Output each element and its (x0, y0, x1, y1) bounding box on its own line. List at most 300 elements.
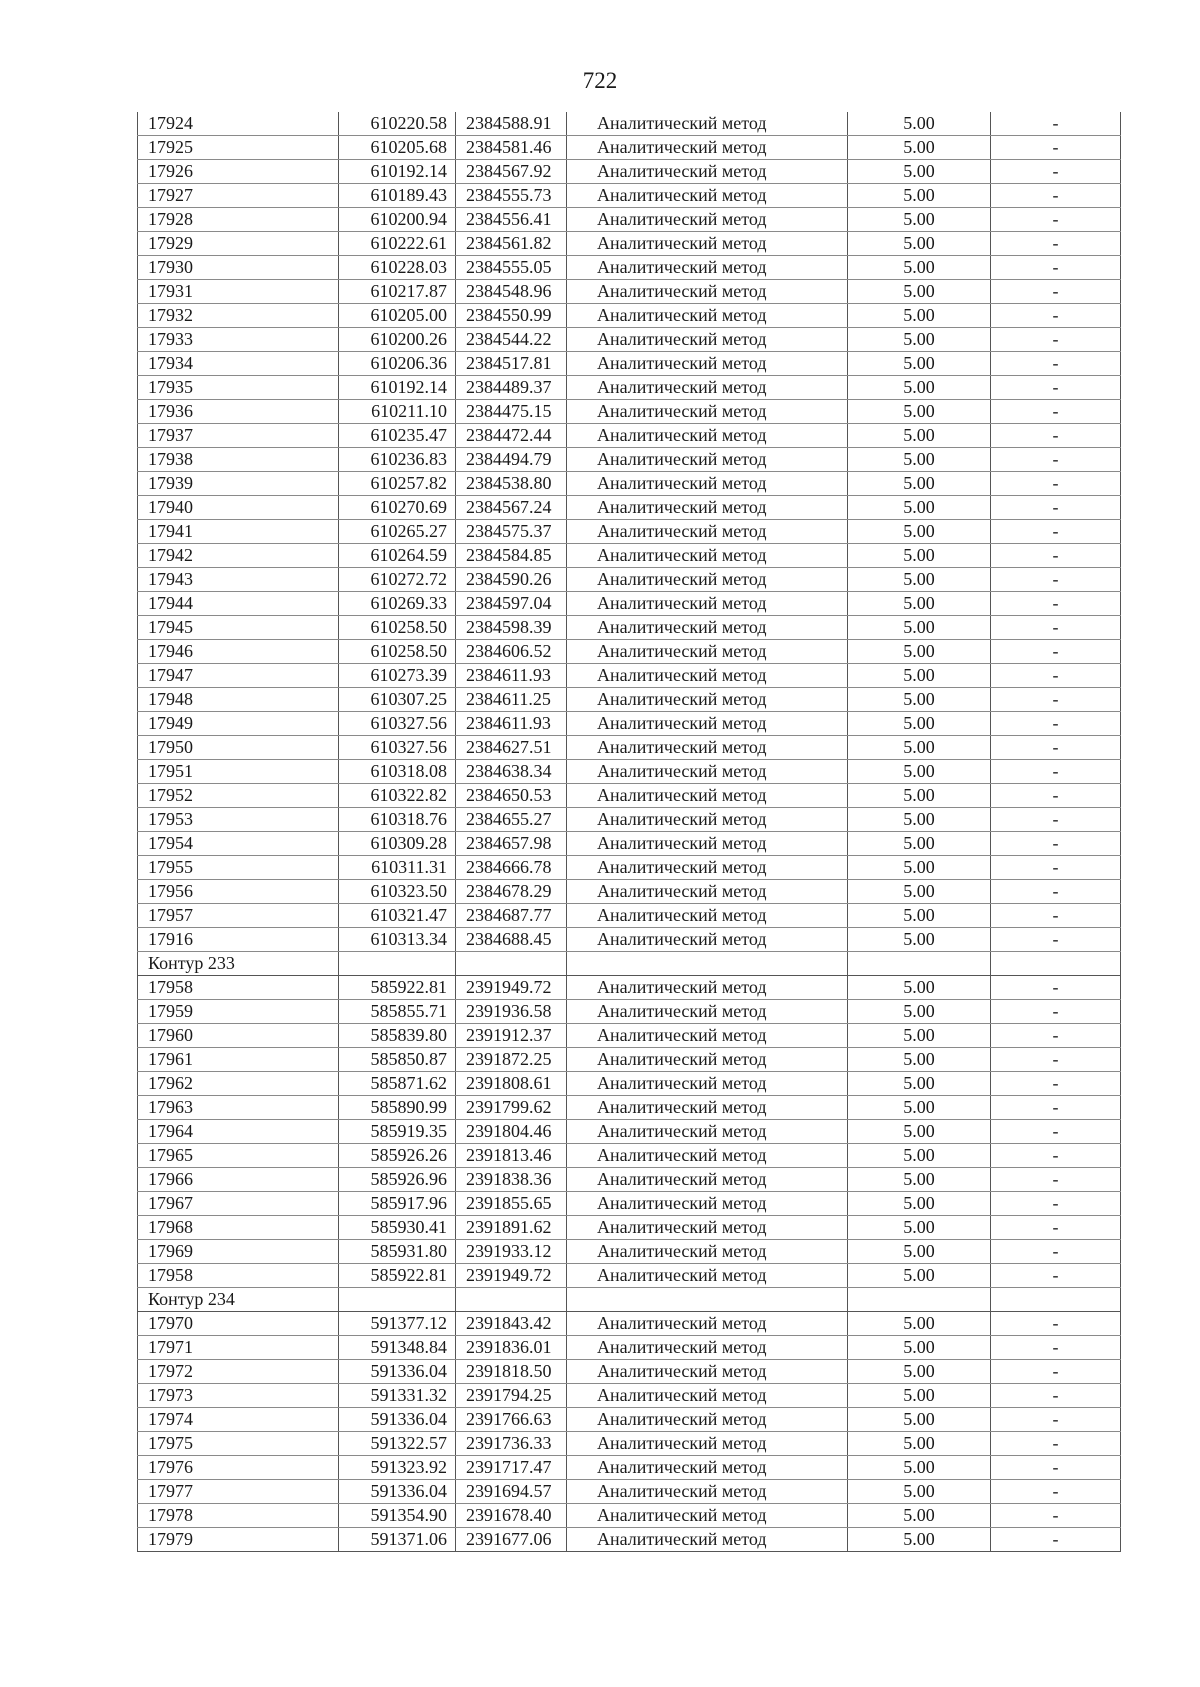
note-cell: - (991, 1216, 1121, 1240)
empty-cell (991, 1288, 1121, 1312)
note-cell: - (991, 208, 1121, 232)
method-cell: Аналитический метод (567, 856, 848, 880)
table-row (138, 1000, 1121, 1024)
method-cell: Аналитический метод (567, 1408, 848, 1432)
y-coordinate-cell: 2391912.37 (456, 1024, 567, 1048)
point-id-cell: 17932 (138, 304, 339, 328)
point-id-cell: 17926 (138, 160, 339, 184)
note-cell: - (991, 880, 1121, 904)
table-row (138, 616, 1121, 640)
x-coordinate-cell: 585890.99 (339, 1096, 456, 1120)
x-coordinate-cell: 610220.58 (339, 112, 456, 136)
x-coordinate-cell: 610211.10 (339, 400, 456, 424)
table-row (138, 1120, 1121, 1144)
method-cell: Аналитический метод (567, 880, 848, 904)
table-row (138, 568, 1121, 592)
x-coordinate-cell: 610313.34 (339, 928, 456, 952)
accuracy-cell: 5.00 (848, 688, 991, 712)
y-coordinate-cell: 2391949.72 (456, 1264, 567, 1288)
point-id-cell: 17943 (138, 568, 339, 592)
point-id-cell: 17952 (138, 784, 339, 808)
method-cell: Аналитический метод (567, 760, 848, 784)
y-coordinate-cell: 2384687.77 (456, 904, 567, 928)
table-row (138, 1192, 1121, 1216)
y-coordinate-cell: 2384606.52 (456, 640, 567, 664)
method-cell: Аналитический метод (567, 184, 848, 208)
y-coordinate-cell: 2384548.96 (456, 280, 567, 304)
y-coordinate-cell: 2384567.92 (456, 160, 567, 184)
table-row (138, 976, 1121, 1000)
table-row (138, 1264, 1121, 1288)
accuracy-cell: 5.00 (848, 352, 991, 376)
y-coordinate-cell: 2391949.72 (456, 976, 567, 1000)
point-id-cell: 17969 (138, 1240, 339, 1264)
empty-cell (991, 952, 1121, 976)
accuracy-cell: 5.00 (848, 136, 991, 160)
method-cell: Аналитический метод (567, 1336, 848, 1360)
accuracy-cell: 5.00 (848, 1024, 991, 1048)
table-row (138, 376, 1121, 400)
table-row (138, 448, 1121, 472)
y-coordinate-cell: 2384611.93 (456, 664, 567, 688)
x-coordinate-cell: 610235.47 (339, 424, 456, 448)
method-cell: Аналитический метод (567, 112, 848, 136)
note-cell: - (991, 1504, 1121, 1528)
point-id-cell: 17928 (138, 208, 339, 232)
accuracy-cell: 5.00 (848, 1216, 991, 1240)
accuracy-cell: 5.00 (848, 1168, 991, 1192)
point-id-cell: 17940 (138, 496, 339, 520)
note-cell: - (991, 184, 1121, 208)
accuracy-cell: 5.00 (848, 1120, 991, 1144)
accuracy-cell: 5.00 (848, 784, 991, 808)
note-cell: - (991, 112, 1121, 136)
x-coordinate-cell: 585931.80 (339, 1240, 456, 1264)
method-cell: Аналитический метод (567, 1192, 848, 1216)
table-row (138, 328, 1121, 352)
y-coordinate-cell: 2384575.37 (456, 520, 567, 544)
method-cell: Аналитический метод (567, 280, 848, 304)
accuracy-cell: 5.00 (848, 760, 991, 784)
point-id-cell: 17974 (138, 1408, 339, 1432)
table-row (138, 1456, 1121, 1480)
table-row (138, 544, 1121, 568)
y-coordinate-cell: 2391717.47 (456, 1456, 567, 1480)
note-cell: - (991, 424, 1121, 448)
x-coordinate-cell: 585855.71 (339, 1000, 456, 1024)
note-cell: - (991, 976, 1121, 1000)
accuracy-cell: 5.00 (848, 1000, 991, 1024)
point-id-cell: 17965 (138, 1144, 339, 1168)
y-coordinate-cell: 2384544.22 (456, 328, 567, 352)
method-cell: Аналитический метод (567, 784, 848, 808)
y-coordinate-cell: 2384538.80 (456, 472, 567, 496)
note-cell: - (991, 1360, 1121, 1384)
x-coordinate-cell: 591348.84 (339, 1336, 456, 1360)
table-row (138, 1096, 1121, 1120)
table-row (138, 1360, 1121, 1384)
method-cell: Аналитический метод (567, 496, 848, 520)
empty-cell (567, 1288, 848, 1312)
method-cell: Аналитический метод (567, 520, 848, 544)
accuracy-cell: 5.00 (848, 1096, 991, 1120)
point-id-cell: 17935 (138, 376, 339, 400)
x-coordinate-cell: 591336.04 (339, 1480, 456, 1504)
point-id-cell: 17977 (138, 1480, 339, 1504)
y-coordinate-cell: 2391843.42 (456, 1312, 567, 1336)
x-coordinate-cell: 591371.06 (339, 1528, 456, 1552)
note-cell: - (991, 448, 1121, 472)
empty-cell (456, 952, 567, 976)
y-coordinate-cell: 2391794.25 (456, 1384, 567, 1408)
y-coordinate-cell: 2384655.27 (456, 808, 567, 832)
point-id-cell: 17970 (138, 1312, 339, 1336)
note-cell: - (991, 1528, 1121, 1552)
note-cell: - (991, 1144, 1121, 1168)
point-id-cell: 17955 (138, 856, 339, 880)
y-coordinate-cell: 2391872.25 (456, 1048, 567, 1072)
y-coordinate-cell: 2384598.39 (456, 616, 567, 640)
point-id-cell: 17933 (138, 328, 339, 352)
accuracy-cell: 5.00 (848, 520, 991, 544)
point-id-cell: 17945 (138, 616, 339, 640)
point-id-cell: 17959 (138, 1000, 339, 1024)
method-cell: Аналитический метод (567, 616, 848, 640)
note-cell: - (991, 160, 1121, 184)
x-coordinate-cell: 591354.90 (339, 1504, 456, 1528)
method-cell: Аналитический метод (567, 1480, 848, 1504)
point-id-cell: 17930 (138, 256, 339, 280)
note-cell: - (991, 640, 1121, 664)
note-cell: - (991, 472, 1121, 496)
accuracy-cell: 5.00 (848, 376, 991, 400)
x-coordinate-cell: 610327.56 (339, 736, 456, 760)
point-id-cell: 17967 (138, 1192, 339, 1216)
accuracy-cell: 5.00 (848, 640, 991, 664)
accuracy-cell: 5.00 (848, 1456, 991, 1480)
method-cell: Аналитический метод (567, 736, 848, 760)
method-cell: Аналитический метод (567, 712, 848, 736)
table-row (138, 928, 1121, 952)
accuracy-cell: 5.00 (848, 256, 991, 280)
accuracy-cell: 5.00 (848, 592, 991, 616)
accuracy-cell: 5.00 (848, 808, 991, 832)
method-cell: Аналитический метод (567, 1216, 848, 1240)
y-coordinate-cell: 2384475.15 (456, 400, 567, 424)
table-row (138, 904, 1121, 928)
accuracy-cell: 5.00 (848, 904, 991, 928)
y-coordinate-cell: 2391813.46 (456, 1144, 567, 1168)
table-row (138, 664, 1121, 688)
accuracy-cell: 5.00 (848, 1408, 991, 1432)
note-cell: - (991, 232, 1121, 256)
note-cell: - (991, 760, 1121, 784)
y-coordinate-cell: 2391736.33 (456, 1432, 567, 1456)
accuracy-cell: 5.00 (848, 832, 991, 856)
table-row (138, 136, 1121, 160)
y-coordinate-cell: 2384494.79 (456, 448, 567, 472)
table-row (138, 112, 1121, 136)
method-cell: Аналитический метод (567, 544, 848, 568)
note-cell: - (991, 592, 1121, 616)
table-row (138, 1384, 1121, 1408)
table-row (138, 424, 1121, 448)
table-row (138, 880, 1121, 904)
note-cell: - (991, 1480, 1121, 1504)
method-cell: Аналитический метод (567, 424, 848, 448)
x-coordinate-cell: 610228.03 (339, 256, 456, 280)
table-row (138, 1168, 1121, 1192)
empty-cell (567, 952, 848, 976)
method-cell: Аналитический метод (567, 904, 848, 928)
table-row (138, 760, 1121, 784)
contour-header-row (138, 952, 1121, 976)
x-coordinate-cell: 610311.31 (339, 856, 456, 880)
method-cell: Аналитический метод (567, 400, 848, 424)
note-cell: - (991, 352, 1121, 376)
empty-cell (339, 1288, 456, 1312)
y-coordinate-cell: 2384561.82 (456, 232, 567, 256)
x-coordinate-cell: 610270.69 (339, 496, 456, 520)
method-cell: Аналитический метод (567, 1432, 848, 1456)
contour-header-row (138, 1288, 1121, 1312)
accuracy-cell: 5.00 (848, 544, 991, 568)
x-coordinate-cell: 610307.25 (339, 688, 456, 712)
method-cell: Аналитический метод (567, 208, 848, 232)
y-coordinate-cell: 2384611.93 (456, 712, 567, 736)
note-cell: - (991, 928, 1121, 952)
empty-cell (456, 1288, 567, 1312)
table-row (138, 304, 1121, 328)
x-coordinate-cell: 610318.76 (339, 808, 456, 832)
point-id-cell: 17971 (138, 1336, 339, 1360)
table-row (138, 784, 1121, 808)
note-cell: - (991, 496, 1121, 520)
table-row (138, 1048, 1121, 1072)
note-cell: - (991, 1408, 1121, 1432)
page-number: 722 (582, 68, 618, 93)
y-coordinate-cell: 2391891.62 (456, 1216, 567, 1240)
accuracy-cell: 5.00 (848, 304, 991, 328)
table-row (138, 280, 1121, 304)
x-coordinate-cell: 610321.47 (339, 904, 456, 928)
y-coordinate-cell: 2384555.05 (456, 256, 567, 280)
accuracy-cell: 5.00 (848, 856, 991, 880)
point-id-cell: 17942 (138, 544, 339, 568)
x-coordinate-cell: 610322.82 (339, 784, 456, 808)
table-row (138, 1240, 1121, 1264)
accuracy-cell: 5.00 (848, 1240, 991, 1264)
method-cell: Аналитический метод (567, 1528, 848, 1552)
x-coordinate-cell: 610327.56 (339, 712, 456, 736)
method-cell: Аналитический метод (567, 1072, 848, 1096)
x-coordinate-cell: 610264.59 (339, 544, 456, 568)
point-id-cell: 17956 (138, 880, 339, 904)
accuracy-cell: 5.00 (848, 1504, 991, 1528)
x-coordinate-cell: 610222.61 (339, 232, 456, 256)
note-cell: - (991, 544, 1121, 568)
method-cell: Аналитический метод (567, 928, 848, 952)
x-coordinate-cell: 610205.68 (339, 136, 456, 160)
note-cell: - (991, 664, 1121, 688)
table-row (138, 1480, 1121, 1504)
method-cell: Аналитический метод (567, 136, 848, 160)
table-row (138, 1336, 1121, 1360)
method-cell: Аналитический метод (567, 976, 848, 1000)
table-row (138, 1312, 1121, 1336)
table-row (138, 1432, 1121, 1456)
y-coordinate-cell: 2391678.40 (456, 1504, 567, 1528)
table-row (138, 1144, 1121, 1168)
point-id-cell: 17963 (138, 1096, 339, 1120)
note-cell: - (991, 736, 1121, 760)
method-cell: Аналитический метод (567, 1504, 848, 1528)
y-coordinate-cell: 2384581.46 (456, 136, 567, 160)
note-cell: - (991, 304, 1121, 328)
x-coordinate-cell: 610205.00 (339, 304, 456, 328)
x-coordinate-cell: 610200.94 (339, 208, 456, 232)
x-coordinate-cell: 585871.62 (339, 1072, 456, 1096)
table-row (138, 1408, 1121, 1432)
method-cell: Аналитический метод (567, 1048, 848, 1072)
note-cell: - (991, 1072, 1121, 1096)
point-id-cell: 17925 (138, 136, 339, 160)
y-coordinate-cell: 2391766.63 (456, 1408, 567, 1432)
method-cell: Аналитический метод (567, 1240, 848, 1264)
accuracy-cell: 5.00 (848, 1360, 991, 1384)
x-coordinate-cell: 591336.04 (339, 1360, 456, 1384)
point-id-cell: 17947 (138, 664, 339, 688)
method-cell: Аналитический метод (567, 1264, 848, 1288)
point-id-cell: 17941 (138, 520, 339, 544)
table-row (138, 808, 1121, 832)
table-row (138, 1216, 1121, 1240)
y-coordinate-cell: 2384588.91 (456, 112, 567, 136)
x-coordinate-cell: 585926.96 (339, 1168, 456, 1192)
coordinates-table-body (138, 112, 1121, 1552)
accuracy-cell: 5.00 (848, 736, 991, 760)
accuracy-cell: 5.00 (848, 1264, 991, 1288)
method-cell: Аналитический метод (567, 256, 848, 280)
x-coordinate-cell: 591323.92 (339, 1456, 456, 1480)
point-id-cell: 17916 (138, 928, 339, 952)
point-id-cell: 17957 (138, 904, 339, 928)
y-coordinate-cell: 2384657.98 (456, 832, 567, 856)
point-id-cell: 17979 (138, 1528, 339, 1552)
x-coordinate-cell: 610200.26 (339, 328, 456, 352)
empty-cell (848, 952, 991, 976)
table-row (138, 688, 1121, 712)
accuracy-cell: 5.00 (848, 448, 991, 472)
x-coordinate-cell: 610192.14 (339, 160, 456, 184)
method-cell: Аналитический метод (567, 1120, 848, 1144)
table-row (138, 160, 1121, 184)
point-id-cell: 17936 (138, 400, 339, 424)
y-coordinate-cell: 2391694.57 (456, 1480, 567, 1504)
y-coordinate-cell: 2384638.34 (456, 760, 567, 784)
x-coordinate-cell: 585919.35 (339, 1120, 456, 1144)
method-cell: Аналитический метод (567, 448, 848, 472)
note-cell: - (991, 1432, 1121, 1456)
table-row (138, 1528, 1121, 1552)
note-cell: - (991, 520, 1121, 544)
contour-label: Контур 234 (138, 1288, 339, 1312)
x-coordinate-cell: 585926.26 (339, 1144, 456, 1168)
y-coordinate-cell: 2384567.24 (456, 496, 567, 520)
point-id-cell: 17975 (138, 1432, 339, 1456)
note-cell: - (991, 784, 1121, 808)
method-cell: Аналитический метод (567, 352, 848, 376)
accuracy-cell: 5.00 (848, 280, 991, 304)
accuracy-cell: 5.00 (848, 1312, 991, 1336)
point-id-cell: 17976 (138, 1456, 339, 1480)
x-coordinate-cell: 610273.39 (339, 664, 456, 688)
point-id-cell: 17973 (138, 1384, 339, 1408)
y-coordinate-cell: 2384489.37 (456, 376, 567, 400)
y-coordinate-cell: 2384627.51 (456, 736, 567, 760)
y-coordinate-cell: 2384517.81 (456, 352, 567, 376)
method-cell: Аналитический метод (567, 472, 848, 496)
method-cell: Аналитический метод (567, 376, 848, 400)
method-cell: Аналитический метод (567, 1168, 848, 1192)
method-cell: Аналитический метод (567, 640, 848, 664)
point-id-cell: 17944 (138, 592, 339, 616)
accuracy-cell: 5.00 (848, 1072, 991, 1096)
method-cell: Аналитический метод (567, 1096, 848, 1120)
y-coordinate-cell: 2384597.04 (456, 592, 567, 616)
y-coordinate-cell: 2384666.78 (456, 856, 567, 880)
y-coordinate-cell: 2391933.12 (456, 1240, 567, 1264)
table-row (138, 856, 1121, 880)
note-cell: - (991, 1096, 1121, 1120)
method-cell: Аналитический метод (567, 664, 848, 688)
x-coordinate-cell: 585922.81 (339, 1264, 456, 1288)
note-cell: - (991, 400, 1121, 424)
accuracy-cell: 5.00 (848, 1384, 991, 1408)
method-cell: Аналитический метод (567, 1312, 848, 1336)
note-cell: - (991, 904, 1121, 928)
method-cell: Аналитический метод (567, 328, 848, 352)
accuracy-cell: 5.00 (848, 976, 991, 1000)
x-coordinate-cell: 591322.57 (339, 1432, 456, 1456)
table-row (138, 1024, 1121, 1048)
note-cell: - (991, 568, 1121, 592)
point-id-cell: 17962 (138, 1072, 339, 1096)
x-coordinate-cell: 610258.50 (339, 640, 456, 664)
table-row (138, 832, 1121, 856)
note-cell: - (991, 1264, 1121, 1288)
point-id-cell: 17968 (138, 1216, 339, 1240)
coordinates-table (137, 112, 1121, 1552)
table-row (138, 712, 1121, 736)
accuracy-cell: 5.00 (848, 328, 991, 352)
method-cell: Аналитический метод (567, 1384, 848, 1408)
y-coordinate-cell: 2384584.85 (456, 544, 567, 568)
note-cell: - (991, 1000, 1121, 1024)
accuracy-cell: 5.00 (848, 184, 991, 208)
x-coordinate-cell: 610272.72 (339, 568, 456, 592)
point-id-cell: 17964 (138, 1120, 339, 1144)
accuracy-cell: 5.00 (848, 160, 991, 184)
point-id-cell: 17953 (138, 808, 339, 832)
note-cell: - (991, 1024, 1121, 1048)
method-cell: Аналитический метод (567, 1024, 848, 1048)
y-coordinate-cell: 2391836.01 (456, 1336, 567, 1360)
accuracy-cell: 5.00 (848, 664, 991, 688)
note-cell: - (991, 808, 1121, 832)
point-id-cell: 17937 (138, 424, 339, 448)
note-cell: - (991, 688, 1121, 712)
